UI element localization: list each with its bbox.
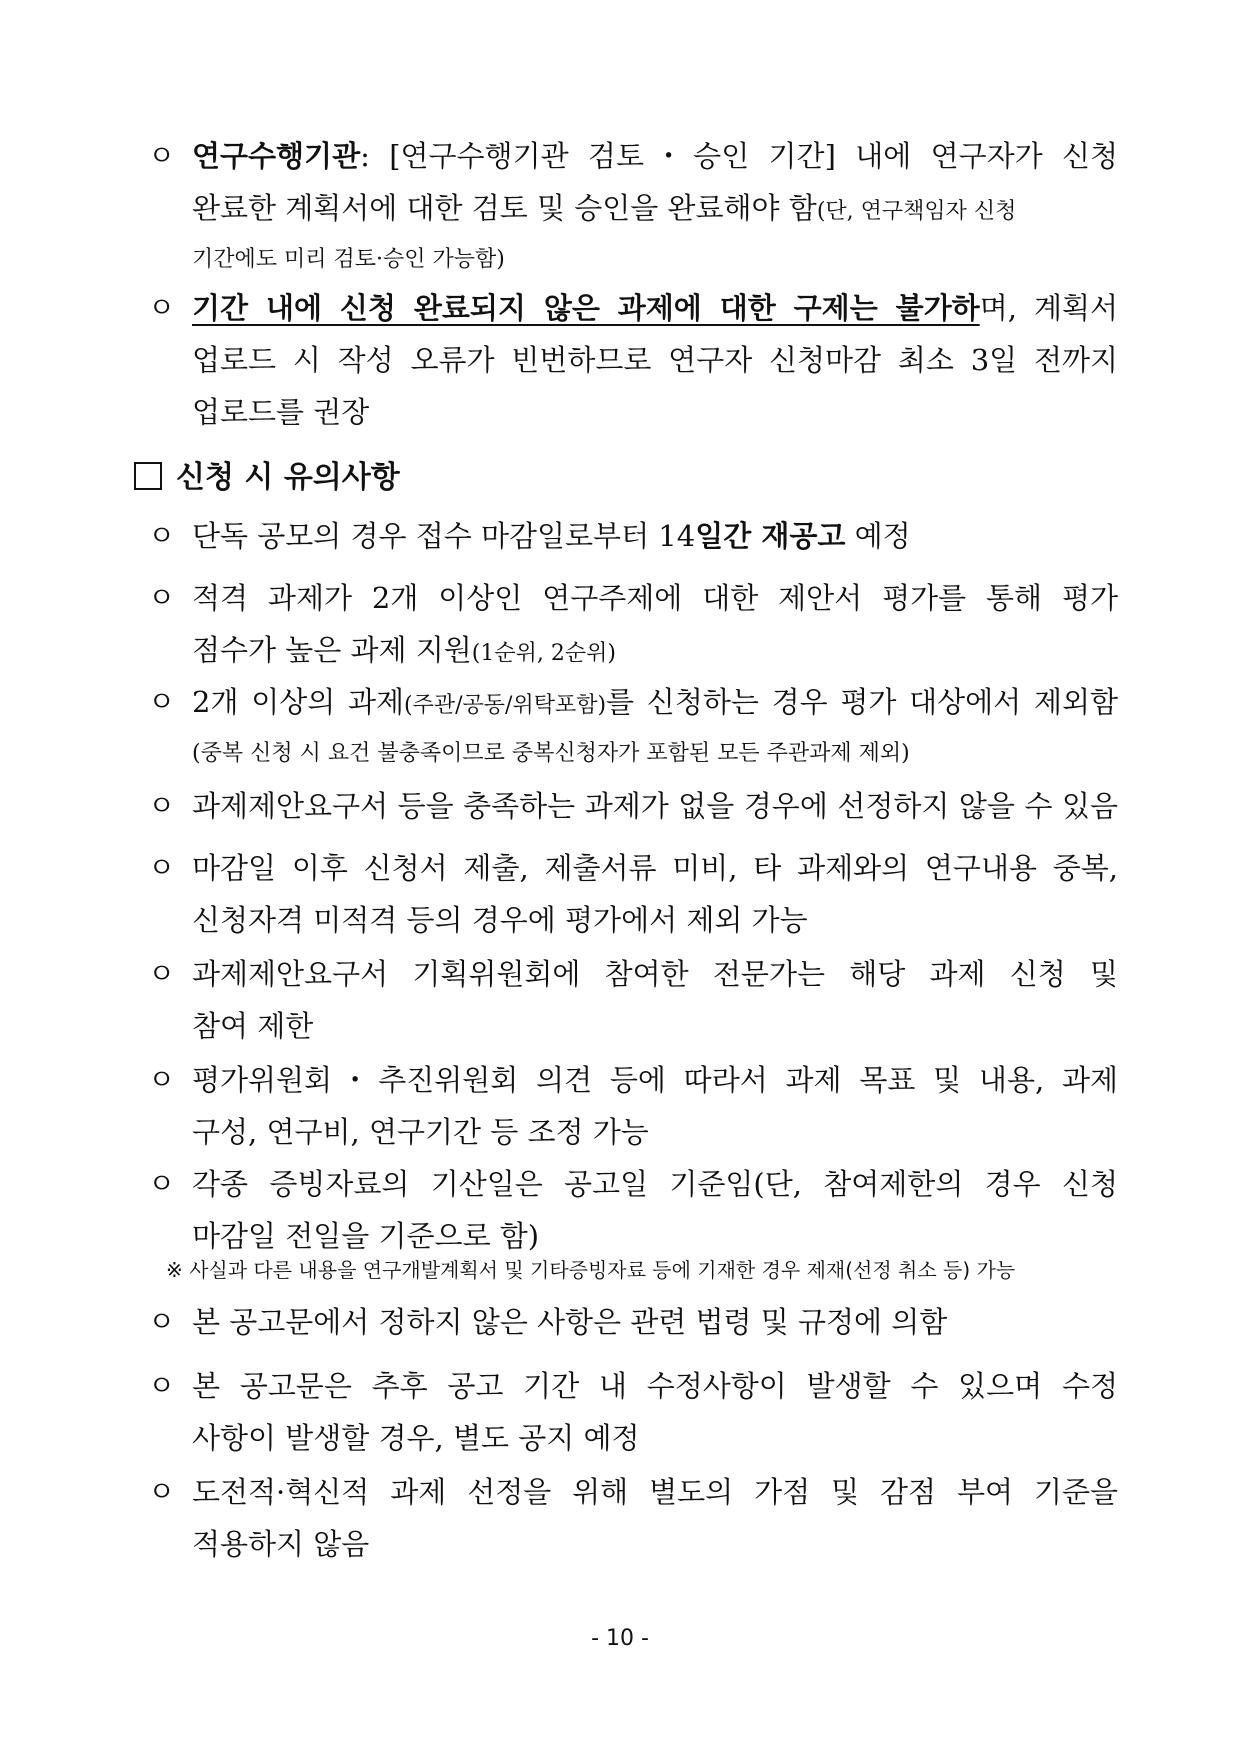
item-line: 2개 이상의 과제(주관/공동/위탁포함)를 신청하는 경우 평가 대상에서 제외함 [192, 685, 1118, 719]
list-item [148, 1158, 1118, 1262]
item-label: 연구수행기관 [192, 139, 361, 173]
page-number: - 10 - [591, 1626, 649, 1651]
list-item [148, 1360, 1118, 1464]
item-line: 연구수행기관: [연구수행기관 검토・승인 기간] 내에 연구자가 신청 [192, 139, 1118, 173]
list-item [148, 572, 1118, 680]
item-line: 단독 공모의 경우 접수 마감일로부터 14일간 재공고 예정 [192, 519, 911, 553]
item-line: 사항이 발생할 경우, 별도 공지 예정 [192, 1421, 640, 1455]
item-line: (중복 신청 시 요건 불충족이므로 중복신청자가 포함된 모든 주관과제 제외) [192, 741, 910, 766]
item-line: 본 공고문은 추후 공고 기간 내 수정사항이 발생할 수 있으며 수정 [192, 1369, 1118, 1403]
bullet-icon: ㅇ [148, 957, 176, 990]
item-line: 구성, 연구비, 연구기간 등 조정 가능 [192, 1115, 649, 1149]
bullet-icon: ㅇ [148, 519, 176, 552]
list-item [148, 842, 1118, 946]
bullet-icon: ㅇ [148, 1475, 176, 1508]
item-line: 업로드를 권장 [192, 395, 370, 429]
item-line: 과제제안요구서 기획위원회에 참여한 전문가는 해당 과제 신청 및 [192, 957, 1118, 991]
item-line: 마감일 전일을 기준으로 함) [192, 1219, 540, 1253]
item-line: 본 공고문에서 정하지 않은 사항은 관련 법령 및 규정에 의함 [192, 1305, 948, 1339]
bullet-icon: ㅇ [148, 1305, 176, 1338]
item-line: 적용하지 않음 [192, 1527, 370, 1561]
item-line: 적격 과제가 2개 이상인 연구주제에 대한 제안서 평가를 통해 평가 [192, 581, 1118, 615]
list-item [148, 1296, 1118, 1348]
list-item [148, 948, 1118, 1052]
checkbox-square-icon [134, 462, 162, 490]
list-item [148, 780, 1118, 832]
item-line: 점수가 높은 과제 지원(1순위, 2순위) [192, 633, 616, 667]
item-line: 기간 내에 신청 완료되지 않은 과제에 대한 구제는 불가하며, 계획서 [192, 291, 1119, 325]
item-line: 평가위원회・추진위원회 의견 등에 따라서 과제 목표 및 내용, 과제 [192, 1063, 1118, 1097]
emphasis-text: 기간 내에 신청 완료되지 않은 과제에 대한 구제는 불가하 [192, 291, 980, 325]
item-line: 도전적·혁신적 과제 선정을 위해 별도의 가점 및 감점 부여 기준을 [192, 1475, 1118, 1509]
item-line: 완료한 계획서에 대한 검토 및 승인을 완료해야 함(단, 연구책임자 신청 [192, 191, 1017, 225]
bullet-icon: ㅇ [148, 1369, 176, 1402]
item-line: 각종 증빙자료의 기산일은 공고일 기준임(단, 참여제한의 경우 신청 [192, 1167, 1118, 1201]
bullet-icon: ㅇ [148, 685, 176, 718]
list-item [148, 510, 1118, 562]
item-line: 업로드 시 작성 오류가 빈번하므로 연구자 신청마감 최소 3일 전까지 [192, 343, 1118, 377]
list-item [148, 130, 1118, 282]
bullet-icon: ㅇ [148, 1063, 176, 1096]
bullet-icon: ㅇ [148, 789, 176, 822]
section-heading: 신청 시 유의사항 [134, 452, 400, 504]
item-line: 기간에도 미리 검토·승인 가능함) [192, 247, 505, 272]
list-item [148, 676, 1118, 776]
bullet-icon: ㅇ [148, 851, 176, 884]
item-line: 참여 제한 [192, 1009, 314, 1043]
footnote: ※ 사실과 다른 내용을 연구개발계획서 및 기타증빙자료 등에 기재한 경우 제재(선정 취소 등) 가능 [166, 1258, 1016, 1282]
item-line: 과제제안요구서 등을 충족하는 과제가 없을 경우에 선정하지 않을 수 있음 [192, 789, 1118, 823]
bullet-icon: ㅇ [148, 581, 176, 614]
list-item [148, 1054, 1118, 1158]
bullet-icon: ㅇ [148, 139, 176, 172]
list-item [148, 1466, 1118, 1570]
bullet-icon: ㅇ [148, 291, 176, 324]
item-line: 마감일 이후 신청서 제출, 제출서류 미비, 타 과제와의 연구내용 중복, [192, 851, 1118, 885]
list-item [148, 282, 1118, 438]
item-line: 신청자격 미적격 등의 경우에 평가에서 제외 가능 [192, 903, 808, 937]
bullet-icon: ㅇ [148, 1167, 176, 1200]
